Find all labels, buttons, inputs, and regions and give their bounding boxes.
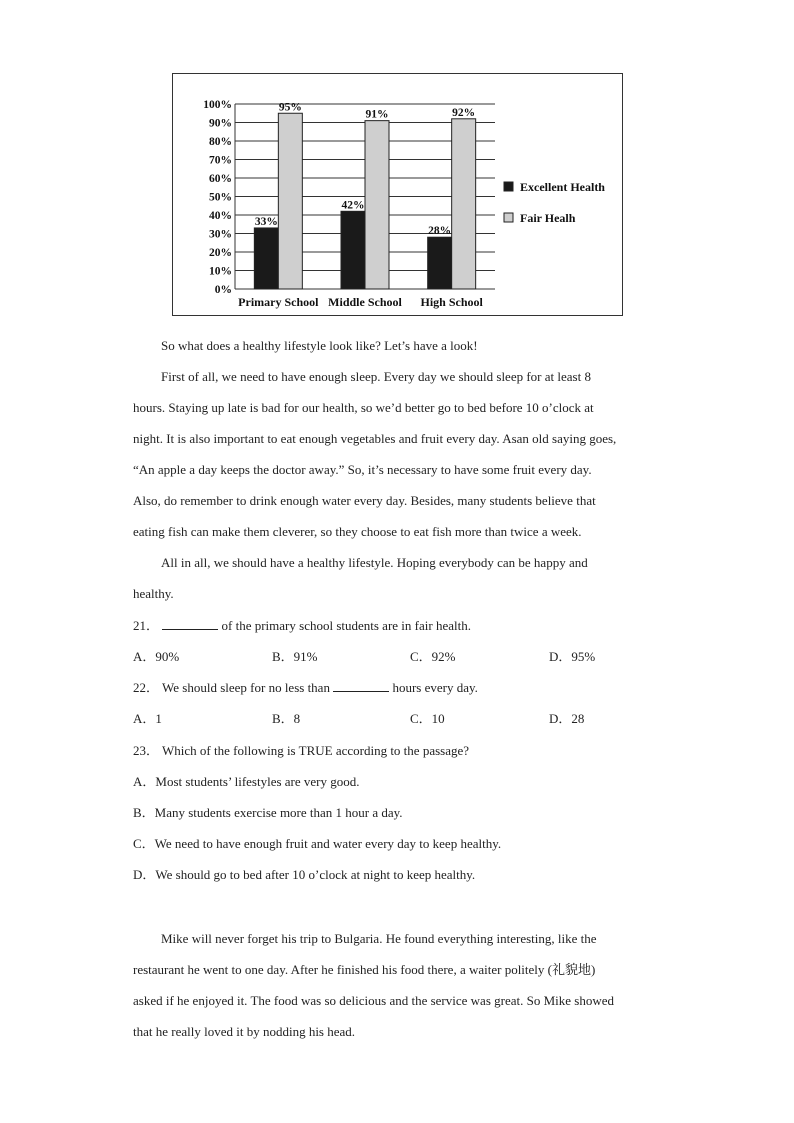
y-tick-label: 100% <box>203 99 232 111</box>
y-tick-label: 50% <box>209 191 232 204</box>
passage-line: First of all, we need to have enough sleep. Every day we should sleep for at least 8 <box>161 369 591 384</box>
bar-value-label: 92% <box>452 106 476 119</box>
option-d[interactable]: D．We should go to bed after 10 o’clock at night to keep healthy. <box>133 867 476 882</box>
question-22 <box>133 672 663 703</box>
bar <box>452 119 476 289</box>
passage-line: eating fish can make them cleverer, so they choose to eat fish more than twice a week. <box>133 524 582 539</box>
question-number: 23． <box>133 743 160 758</box>
passage-line: restaurant he went to one day. After he finished his food there, a waiter politely (礼貌地) <box>133 962 596 977</box>
bar-value-label: 95% <box>278 101 302 114</box>
y-tick-label: 0% <box>214 284 232 296</box>
question-21-options <box>133 641 673 672</box>
y-tick-label: 40% <box>209 210 232 222</box>
passage-line: All in all, we should have a healthy lifestyle. Hoping everybody can be happy and <box>161 555 588 570</box>
answer-blank <box>162 617 218 630</box>
passage-line: that he really loved it by nodding his head. <box>133 1024 356 1039</box>
chart-svg <box>173 74 624 317</box>
bar-value-label: 42% <box>341 199 365 212</box>
y-tick-label: 30% <box>209 228 232 241</box>
option-a[interactable]: A．1 <box>133 711 162 726</box>
answer-blank <box>333 679 389 692</box>
option-a[interactable]: A．90% <box>133 649 180 664</box>
passage-line: asked if he enjoyed it. The food was so delicious and the service was great. So Mike showed <box>133 993 614 1008</box>
y-tick-label: 70% <box>209 154 232 167</box>
question-text: Which of the following is TRUE according to the passage? <box>162 743 470 758</box>
passage-line: hours. Staying up late is bad for our health, so we’d better go to bed before 10 o’clock at <box>133 400 594 415</box>
legend-swatch <box>504 182 513 191</box>
passage-line: So what does a healthy lifestyle look like? Let’s have a look! <box>161 338 478 353</box>
question-23 <box>133 735 663 890</box>
question-21 <box>133 610 663 641</box>
passage-line: Also, do remember to drink enough water every day. Besides, many students believe that <box>133 493 596 508</box>
y-tick-label: 20% <box>209 247 232 259</box>
passage-line: Mike will never forget his trip to Bulgaria. He found everything interesting, like the <box>161 931 597 946</box>
x-tick-label: Middle School <box>328 295 402 309</box>
question-text: of the primary school students are in fair health. <box>221 618 471 633</box>
y-tick-label: 90% <box>209 117 232 130</box>
health-bar-chart <box>172 73 623 316</box>
bar <box>254 228 278 289</box>
option-c[interactable]: C．10 <box>410 711 445 726</box>
question-text-after: hours every day. <box>392 680 478 695</box>
option-c[interactable]: C．92% <box>410 649 456 664</box>
y-tick-label: 10% <box>209 265 232 278</box>
bar <box>278 113 302 289</box>
bar-value-label: 91% <box>365 108 389 121</box>
legend-swatch <box>504 213 513 222</box>
legend-label: Fair Healh <box>520 211 576 225</box>
option-a[interactable]: A．Most students’ lifestyles are very good. <box>133 774 360 789</box>
question-number: 22． <box>133 680 160 695</box>
question-number: 21． <box>133 618 160 633</box>
bar-value-label: 28% <box>428 225 452 238</box>
option-d[interactable]: D．28 <box>549 711 585 726</box>
passage-line: night. It is also important to eat enough vegetables and fruit every day. Asan old saying goes, <box>133 431 617 446</box>
option-b[interactable]: B．8 <box>272 711 301 726</box>
question-text-before: We should sleep for no less than <box>162 680 330 695</box>
option-d[interactable]: D．95% <box>549 649 596 664</box>
option-b[interactable]: B．Many students exercise more than 1 hour a day. <box>133 805 403 820</box>
bar <box>341 211 365 289</box>
option-b[interactable]: B．91% <box>272 649 318 664</box>
bar <box>365 121 389 289</box>
passage-line: healthy. <box>133 586 174 601</box>
legend-label: Excellent Health <box>520 180 605 194</box>
x-tick-label: Primary School <box>238 295 319 309</box>
passage-line: “An apple a day keeps the doctor away.” So, it’s necessary to have some fruit every day. <box>133 462 592 477</box>
passage-1 <box>133 330 663 609</box>
bar-value-label: 33% <box>254 215 278 228</box>
question-22-options <box>133 703 673 734</box>
y-tick-label: 80% <box>209 136 232 148</box>
passage-2 <box>133 923 663 1047</box>
y-tick-label: 60% <box>209 173 232 185</box>
option-c[interactable]: C．We need to have enough fruit and water every day to keep healthy. <box>133 836 502 851</box>
bar <box>428 237 452 289</box>
x-tick-label: High School <box>420 295 483 309</box>
